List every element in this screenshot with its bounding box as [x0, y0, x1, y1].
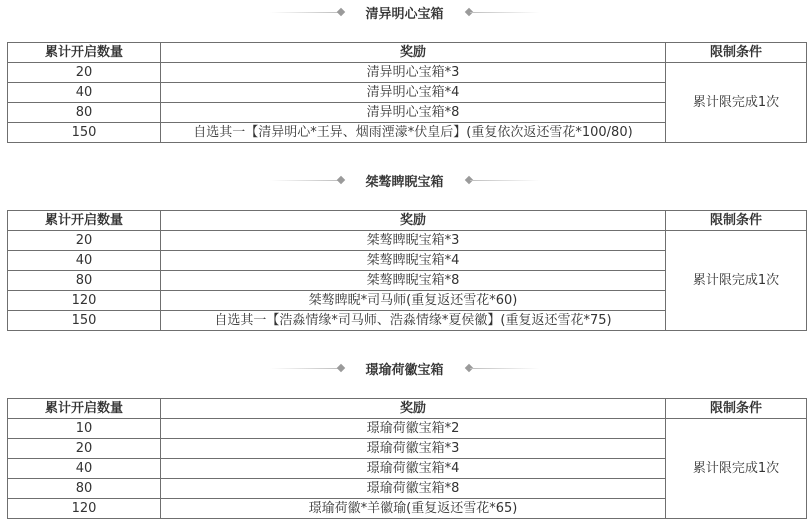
title-divider-right — [470, 180, 540, 181]
limit-cell: 累计限完成1次 — [666, 63, 807, 143]
reward-table — [7, 398, 807, 519]
section-jieao — [0, 168, 809, 194]
reward-cell: 璟瑜荷徽宝箱*4 — [161, 459, 666, 479]
count-cell: 80 — [8, 479, 161, 499]
limit-cell: 累计限完成1次 — [666, 231, 807, 331]
table-header-row — [8, 399, 807, 419]
reward-cell: 桀骜睥睨*司马师(重复返还雪花*60) — [161, 291, 666, 311]
table-row — [8, 419, 807, 439]
table-row — [8, 63, 807, 83]
count-cell: 20 — [8, 231, 161, 251]
header-count: 累计开启数量 — [8, 399, 161, 419]
reward-cell: 桀骜睥睨宝箱*3 — [161, 231, 666, 251]
count-cell: 80 — [8, 271, 161, 291]
count-cell: 40 — [8, 251, 161, 271]
count-cell: 20 — [8, 439, 161, 459]
limit-cell: 累计限完成1次 — [666, 419, 807, 519]
section-title: 桀骜睥睨宝箱 — [365, 175, 444, 190]
count-cell: 20 — [8, 63, 161, 83]
section-title-bar — [0, 0, 809, 26]
header-count: 累计开启数量 — [8, 43, 161, 63]
table-header-row — [8, 43, 807, 63]
count-cell: 40 — [8, 459, 161, 479]
section-title-bar — [0, 356, 809, 382]
header-limit: 限制条件 — [666, 43, 807, 63]
header-limit: 限制条件 — [666, 399, 807, 419]
reward-table — [7, 42, 807, 143]
header-limit: 限制条件 — [666, 211, 807, 231]
count-cell: 150 — [8, 311, 161, 331]
reward-cell: 清异明心宝箱*3 — [161, 63, 666, 83]
header-reward: 奖励 — [161, 43, 666, 63]
count-cell: 40 — [8, 83, 161, 103]
section-jingyu — [0, 356, 809, 382]
header-reward: 奖励 — [161, 211, 666, 231]
section-title: 清异明心宝箱 — [365, 7, 444, 22]
section-title: 璟瑜荷徽宝箱 — [365, 363, 444, 378]
title-divider-right — [470, 368, 540, 369]
section-title-bar — [0, 168, 809, 194]
section-qingyi — [0, 0, 809, 26]
table-row — [8, 231, 807, 251]
count-cell: 10 — [8, 419, 161, 439]
reward-cell: 璟瑜荷徽宝箱*8 — [161, 479, 666, 499]
reward-cell: 璟瑜荷徽宝箱*3 — [161, 439, 666, 459]
table-header-row — [8, 211, 807, 231]
header-reward: 奖励 — [161, 399, 666, 419]
title-divider-right — [470, 12, 540, 13]
count-cell: 120 — [8, 291, 161, 311]
reward-cell: 自选其一【清异明心*王异、烟雨湮濛*伏皇后】(重复依次返还雪花*100/80) — [161, 123, 666, 143]
count-cell: 80 — [8, 103, 161, 123]
reward-cell: 璟瑜荷徽宝箱*2 — [161, 419, 666, 439]
reward-cell: 璟瑜荷徽*羊徽瑜(重复返还雪花*65) — [161, 499, 666, 519]
reward-cell: 清异明心宝箱*4 — [161, 83, 666, 103]
reward-cell: 清异明心宝箱*8 — [161, 103, 666, 123]
count-cell: 120 — [8, 499, 161, 519]
reward-table — [7, 210, 807, 331]
reward-cell: 桀骜睥睨宝箱*8 — [161, 271, 666, 291]
reward-cell: 桀骜睥睨宝箱*4 — [161, 251, 666, 271]
reward-cell: 自选其一【浩淼情缘*司马师、浩淼情缘*夏侯徽】(重复返还雪花*75) — [161, 311, 666, 331]
count-cell: 150 — [8, 123, 161, 143]
header-count: 累计开启数量 — [8, 211, 161, 231]
